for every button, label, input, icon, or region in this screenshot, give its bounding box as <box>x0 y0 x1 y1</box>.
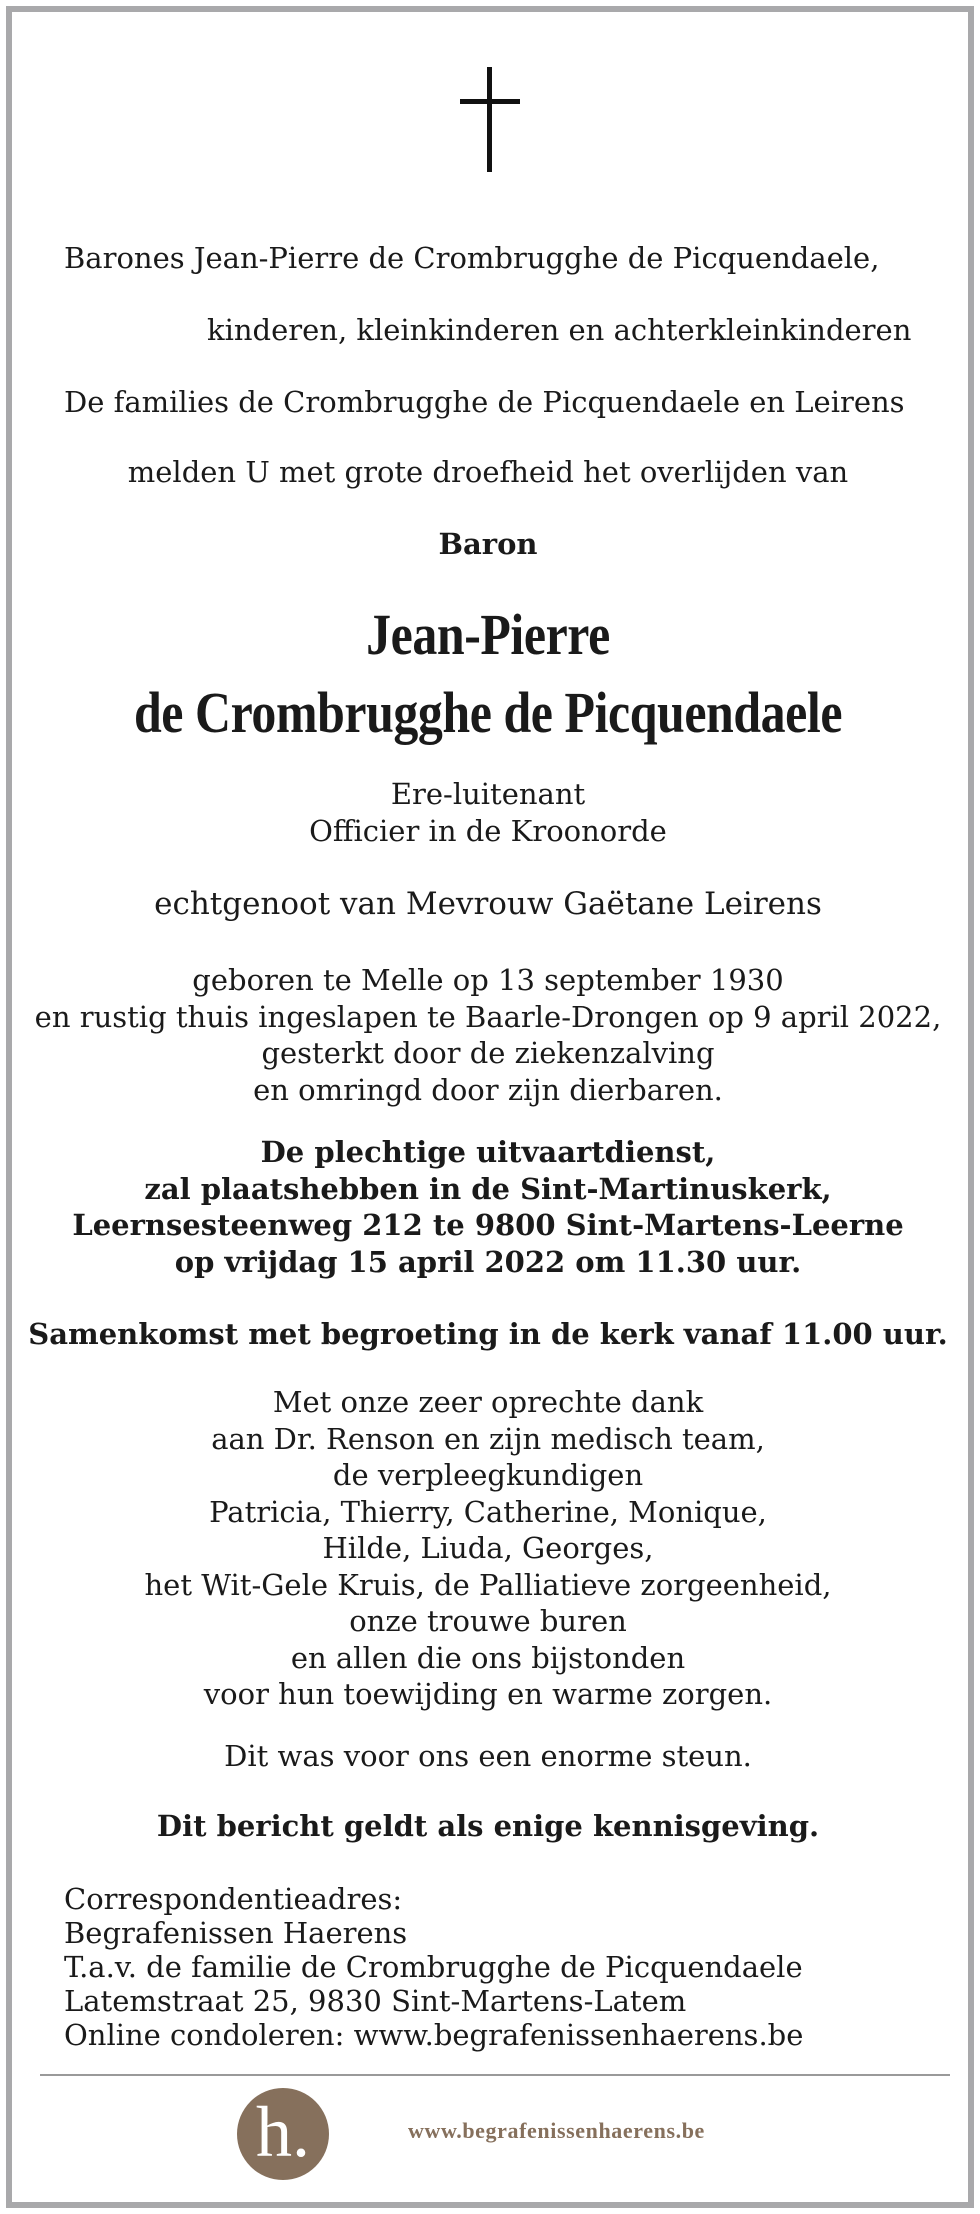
deceased-name-last: de Crombrugghe de Picquendaele <box>133 680 843 745</box>
website-link[interactable]: www.begrafenissenhaerens.be <box>408 2118 705 2143</box>
life-line: en rustig thuis ingeslapen te Baarle-Drongen op 9 april 2022, <box>34 999 942 1034</box>
header-line-announcement: melden U met grote droefheid het overlijden van <box>127 455 849 489</box>
footer-divider <box>40 2074 950 2076</box>
honors <box>4 776 972 849</box>
logo-letter: h. <box>256 2092 310 2172</box>
ceremony-details <box>4 1134 972 1280</box>
header-line-spouse: Barones Jean-Pierre de Crombrugghe de Picquendaele, <box>64 241 880 275</box>
deceased-title: Baron <box>438 527 538 561</box>
life-line: en omringd door zijn dierbaren. <box>253 1072 723 1107</box>
gathering-line: Samenkomst met begroeting in de kerk vanaf 11.00 uur. <box>28 1317 948 1351</box>
thanks-line: onze trouwe buren <box>349 1604 627 1638</box>
notice-line: Dit bericht geldt als enige kennisgeving. <box>156 1809 820 1843</box>
life-line: geboren te Melle op 13 september 1930 <box>192 963 784 997</box>
ceremony-line: zal plaatshebben in de Sint-Martinuskerk, <box>144 1171 832 1206</box>
address-line: T.a.v. de familie de Crombrugghe de Picquendaele <box>64 1950 803 1984</box>
address-line: Begrafenissen Haerens <box>64 1916 408 1950</box>
thanks-line: Patricia, Thierry, Catherine, Monique, <box>209 1494 767 1529</box>
thanks-line: voor hun toewijding en warme zorgen. <box>203 1677 773 1711</box>
ceremony-line: De plechtige uitvaartdienst, <box>260 1135 716 1169</box>
thanks-line: Met onze zeer oprechte dank <box>272 1385 704 1419</box>
thanks-line: Hilde, Liuda, Georges, <box>322 1531 654 1565</box>
life-details <box>4 962 972 1108</box>
thanks-line: en allen die ons bijstonden <box>290 1640 686 1675</box>
address-line: Latemstraat 25, 9830 Sint-Martens-Latem <box>64 1984 687 2018</box>
funeral-home-logo <box>237 2088 329 2180</box>
address-line: Online condoleren: www.begrafenissenhaerens.be <box>64 2018 804 2052</box>
cross-icon <box>460 67 520 172</box>
honor-item: Officier in de Kroonorde <box>309 813 667 848</box>
honor-item: Ere-luitenant <box>390 777 586 811</box>
address-line: Correspondentieadres: <box>64 1882 403 1916</box>
support-line: Dit was voor ons een enorme steun. <box>224 1739 752 1773</box>
correspondence-address <box>64 1882 803 2052</box>
obituary-card <box>6 6 974 2208</box>
header-line-families: De families de Crombrugghe de Picquendaele en Leirens <box>64 385 905 419</box>
deceased-name-first: Jean-Pierre <box>366 602 610 667</box>
thanks-line: de verpleegkundigen <box>332 1458 644 1492</box>
thanks-line: het Wit-Gele Kruis, de Palliatieve zorgeenheid, <box>144 1567 832 1602</box>
thanks-block <box>4 1384 972 1713</box>
thanks-line: aan Dr. Renson en zijn medisch team, <box>211 1421 765 1456</box>
life-line: gesterkt door de ziekenzalving <box>261 1036 715 1070</box>
ceremony-line: Leernsesteenweg 212 te 9800 Sint-Martens-Leerne <box>72 1208 904 1242</box>
ceremony-line: op vrijdag 15 april 2022 om 11.30 uur. <box>174 1244 802 1279</box>
header-line-children: kinderen, kleinkinderen en achterkleinkinderen <box>207 313 912 347</box>
spouse-line: echtgenoot van Mevrouw Gaëtane Leirens <box>154 886 822 922</box>
